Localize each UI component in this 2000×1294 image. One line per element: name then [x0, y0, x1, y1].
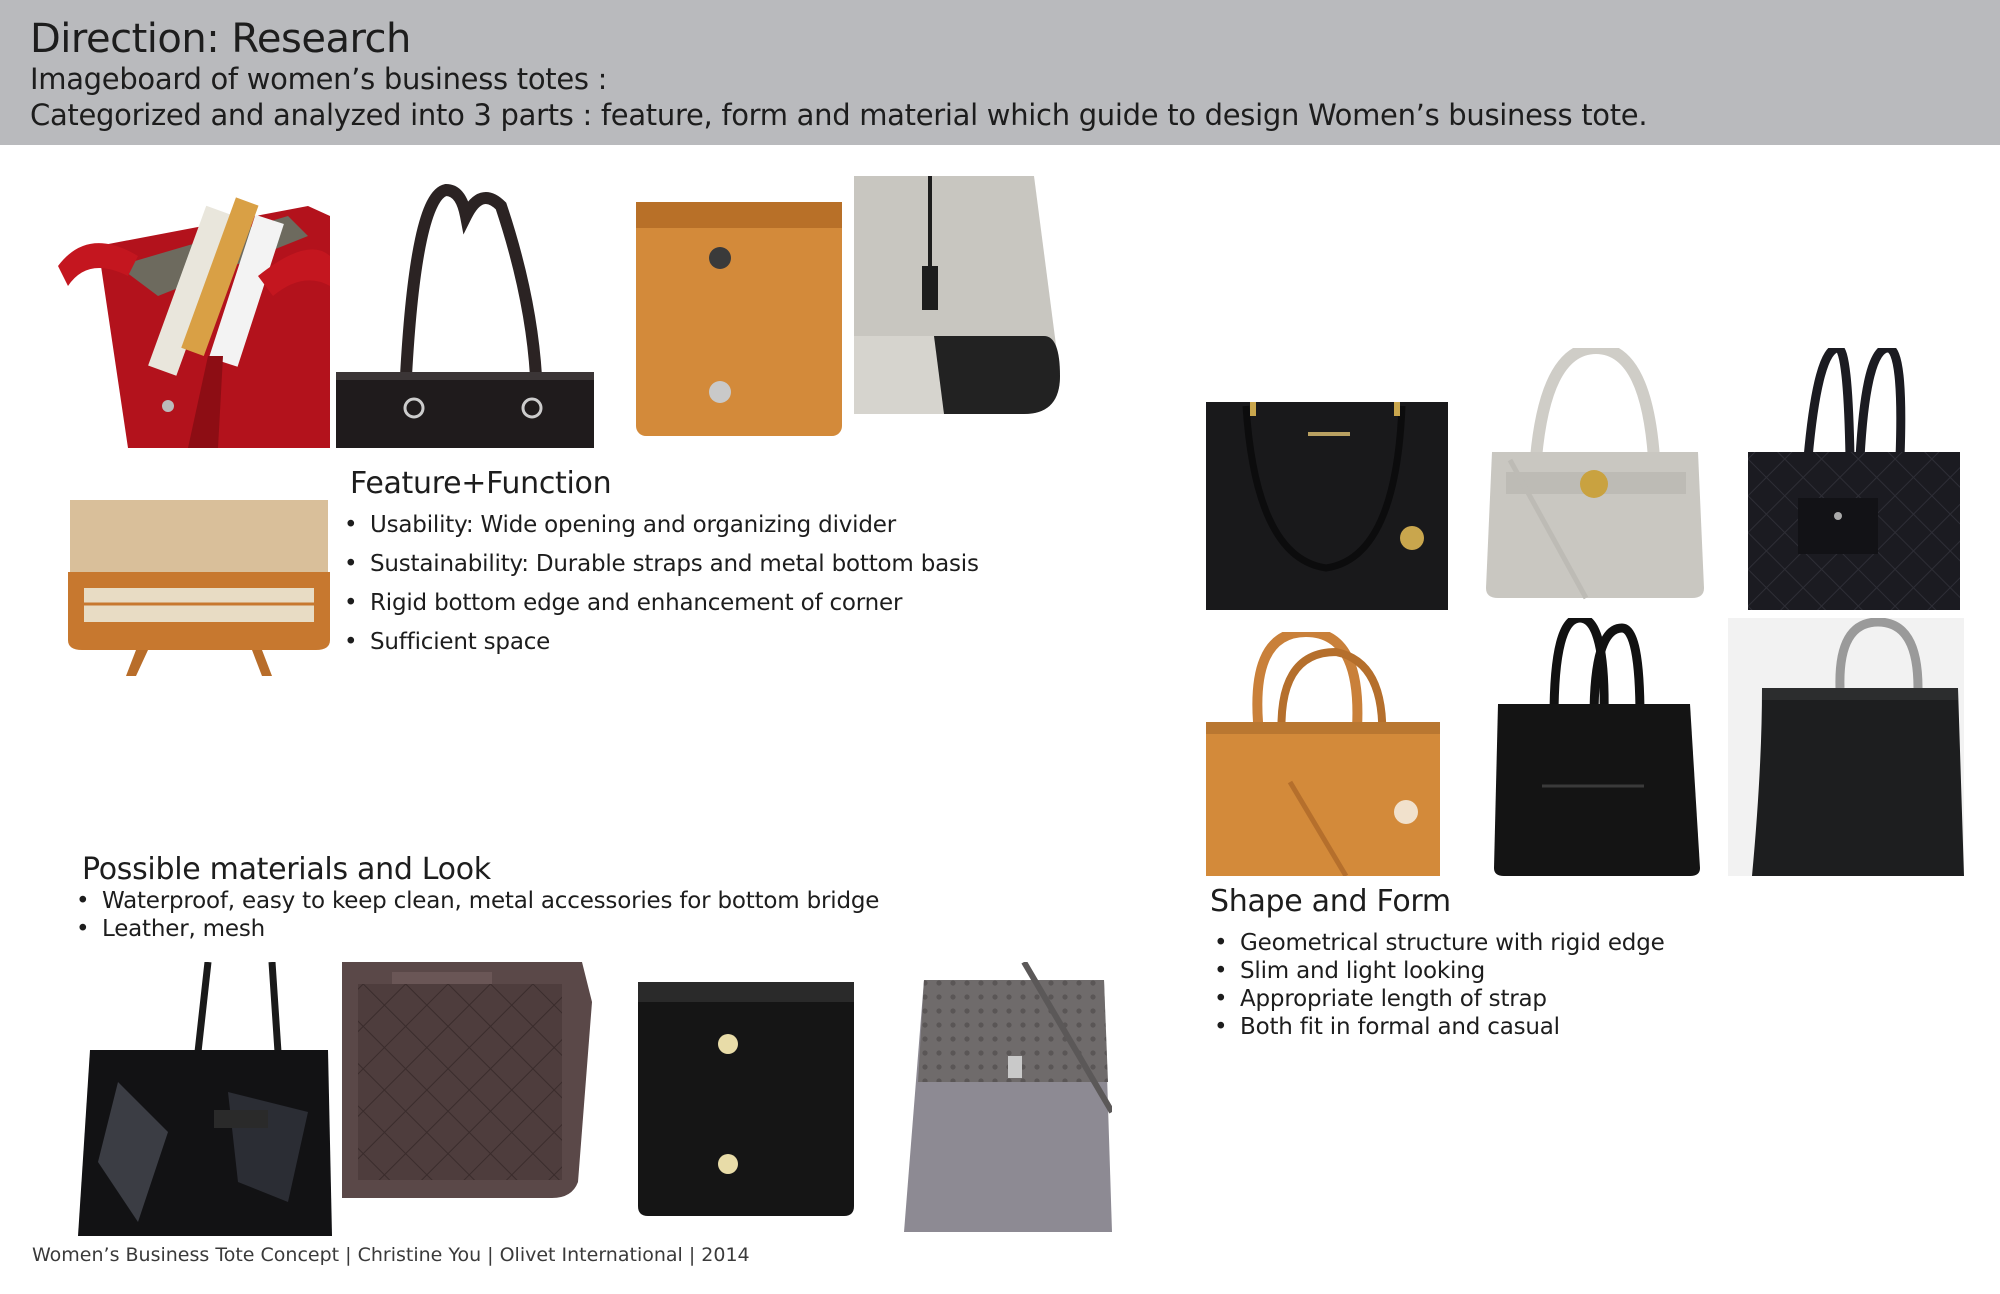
grey-mk-satchel-photo-icon: [1486, 348, 1704, 600]
page-subtitle-1: Imageboard of women’s business totes :: [30, 62, 608, 96]
grey-ostrich-bag-photo-icon: [904, 962, 1112, 1232]
black-glossy-tote-photo-icon: [78, 962, 332, 1236]
list-item: • Rigid bottom edge and enhancement of corner: [344, 590, 979, 629]
list-item: • Appropriate length of strap: [1214, 986, 1665, 1014]
red-open-tote-photo-icon: [58, 176, 330, 448]
tan-open-divider-photo-icon: [66, 500, 332, 678]
grey-canvas-tote-photo-icon: [854, 176, 1060, 414]
page-subtitle-2: Categorized and analyzed into 3 parts : feature, form and material which guide to design Women’s business tote.: [30, 98, 1648, 132]
footer-credits: Women’s Business Tote Concept | Christine You | Olivet International | 2014: [32, 1244, 750, 1266]
list-item: • Sufficient space: [344, 629, 979, 668]
black-michael-kors-tote-photo-icon: [1206, 398, 1448, 610]
black-zip-tote-photo-icon: [1494, 618, 1700, 876]
black-bag-corner-studs-photo-icon: [638, 972, 854, 1220]
page-title: Direction: Research: [30, 16, 411, 62]
list-item: • Geometrical structure with rigid edge: [1214, 930, 1665, 958]
list-item: • Leather, mesh: [76, 916, 879, 944]
list-item: • Waterproof, easy to keep clean, metal accessories for bottom bridge: [76, 888, 879, 916]
tan-bag-corner-photo-icon: [636, 196, 842, 436]
black-frame-handle-bag-photo-icon: [1728, 618, 1964, 876]
materials-heading: Possible materials and Look: [82, 852, 491, 887]
list-item: • Usability: Wide opening and organizing divider: [344, 512, 979, 551]
feature-function-list: [344, 512, 979, 668]
feature-function-heading: Feature+Function: [350, 466, 612, 501]
list-item: • Both fit in formal and casual: [1214, 1014, 1665, 1042]
brown-quilted-bag-photo-icon: [342, 962, 592, 1198]
shape-form-list: [1214, 930, 1665, 1042]
black-tote-straps-photo-icon: [336, 176, 594, 448]
list-item: • Slim and light looking: [1214, 958, 1665, 986]
header-bar: [0, 0, 2000, 145]
materials-list: [76, 888, 879, 944]
tan-satchel-photo-icon: [1206, 632, 1440, 876]
black-quilted-tote-photo-icon: [1748, 348, 1960, 610]
shape-form-heading: Shape and Form: [1210, 884, 1451, 919]
list-item: • Sustainability: Durable straps and metal bottom basis: [344, 551, 979, 590]
